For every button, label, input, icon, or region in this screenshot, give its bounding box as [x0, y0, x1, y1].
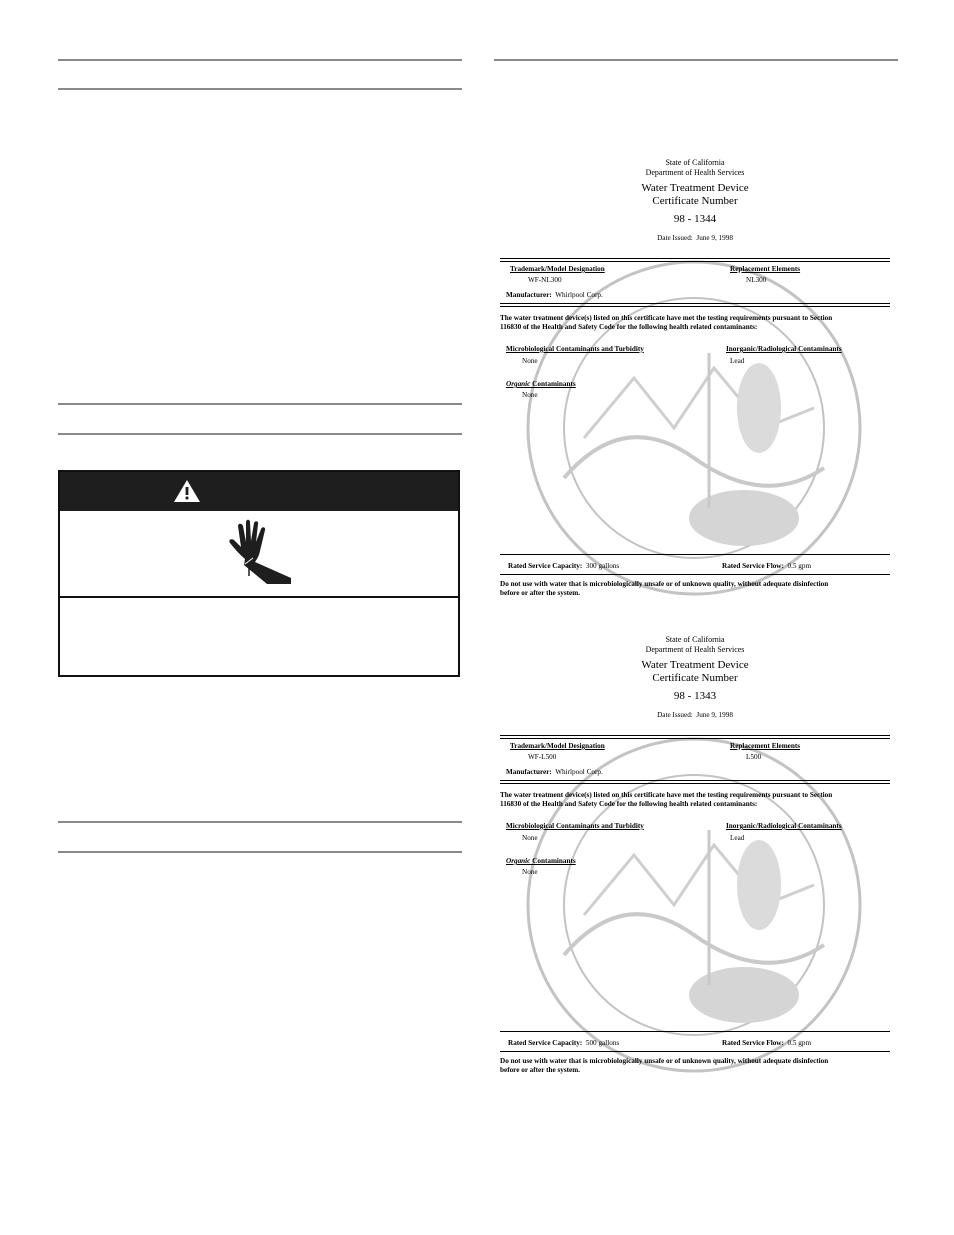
date-value: June 9, 1998: [696, 711, 733, 719]
statement-1: The water treatment device(s) listed on this certificate have met the testing requirements pursuant to Section: [500, 791, 833, 799]
disclaimer-1: Do not use with water that is microbiologically unsafe or of unknown quality, without adequate disinfection: [500, 1057, 829, 1065]
cert-rule: [500, 574, 890, 575]
flow-label: Rated Service Flow:: [722, 562, 784, 570]
organic-value: None: [522, 391, 538, 399]
replacement-value: L500: [746, 753, 762, 761]
cert-date-line: [500, 711, 890, 720]
organic-label-italic: Organic: [506, 380, 531, 388]
replacement-label: Replacement Elements: [730, 742, 801, 750]
cert-number-label: Certificate Number: [652, 195, 738, 207]
manufacturer-value: Whirlpool Corp.: [555, 768, 603, 776]
trademark-label: Trademark/Model Designation: [510, 265, 605, 273]
cert-number-label: Certificate Number: [652, 672, 738, 684]
statement-2: 116830 of the Health and Safety Code for the following health related contaminants:: [500, 800, 758, 808]
capacity-label: Rated Service Capacity:: [508, 562, 583, 570]
flow-line: [722, 1039, 811, 1048]
micro-value: None: [522, 357, 538, 365]
cert-state: State of California: [665, 635, 725, 644]
date-label: Date Issued:: [657, 234, 693, 242]
organic-label-rest: Contaminants: [530, 857, 576, 865]
organic-label-rest: Contaminants: [530, 380, 576, 388]
manufacturer-label: Manufacturer:: [506, 291, 552, 299]
inorganic-label: Inorganic/Radiological Contaminants: [726, 822, 842, 830]
section-rule-low-1: [58, 821, 462, 823]
california-state-seal: [524, 258, 864, 598]
certificate-1: [500, 158, 890, 604]
cert-rule: [500, 1051, 890, 1052]
section-rule-low-2: [58, 851, 462, 853]
flow-value: 0.5 gpm: [787, 1039, 812, 1047]
disclaimer-1: Do not use with water that is microbiologically unsafe or of unknown quality, without adequate disinfection: [500, 580, 829, 588]
section-rule-top-1: [58, 59, 462, 61]
cert-number: 98 - 1343: [673, 690, 717, 702]
inorganic-label: Inorganic/Radiological Contaminants: [726, 345, 842, 353]
date-value: June 9, 1998: [696, 234, 733, 242]
warning-box: [58, 470, 460, 677]
replacement-label: Replacement Elements: [730, 265, 801, 273]
cert-rule: [500, 303, 890, 307]
organic-label: [506, 380, 576, 389]
cert-date-line: [500, 234, 890, 243]
flow-value: 0.5 gpm: [787, 562, 812, 570]
cert-department: Department of Health Services: [645, 168, 745, 177]
manufacturer-label: Manufacturer:: [506, 768, 552, 776]
capacity-line: [508, 1039, 619, 1048]
cert-device: Water Treatment Device: [641, 182, 749, 194]
date-label: Date Issued:: [657, 711, 693, 719]
cert-department: Department of Health Services: [645, 645, 745, 654]
statement-2: 116830 of the Health and Safety Code for the following health related contaminants:: [500, 323, 758, 331]
manufacturer-line: [506, 291, 603, 300]
disclaimer-2: before or after the system.: [500, 589, 581, 597]
micro-label: Microbiological Contaminants and Turbidity: [506, 345, 644, 353]
organic-label: [506, 857, 576, 866]
warning-header: [60, 472, 458, 511]
organic-label-italic: Organic: [506, 857, 531, 865]
warning-triangle-icon: [173, 479, 201, 503]
capacity-value: 300 gallons: [585, 562, 620, 570]
manufacturer-line: [506, 768, 603, 777]
replacement-value: NL300: [746, 276, 767, 284]
micro-value: None: [522, 834, 538, 842]
cert-rule: [500, 554, 890, 555]
inorganic-value: Lead: [730, 357, 745, 365]
cert-number: 98 - 1344: [673, 213, 717, 225]
section-rule-mid-1: [58, 403, 462, 405]
capacity-value: 500 gallons: [585, 1039, 620, 1047]
certificate-2: [500, 635, 890, 1081]
manufacturer-value: Whirlpool Corp.: [555, 291, 603, 299]
cert-state: State of California: [665, 158, 725, 167]
model-value: WF-L500: [528, 753, 557, 761]
flow-line: [722, 562, 811, 571]
section-rule-mid-2: [58, 433, 462, 435]
california-state-seal: [524, 735, 864, 1075]
cert-rule: [500, 1031, 890, 1032]
inorganic-value: Lead: [730, 834, 745, 842]
cut-hand-icon: [227, 518, 293, 584]
cert-rule: [500, 780, 890, 784]
disclaimer-2: before or after the system.: [500, 1066, 581, 1074]
trademark-label: Trademark/Model Designation: [510, 742, 605, 750]
capacity-label: Rated Service Capacity:: [508, 1039, 583, 1047]
model-value: WF-NL300: [528, 276, 562, 284]
right-column-rule: [494, 59, 898, 61]
flow-label: Rated Service Flow:: [722, 1039, 784, 1047]
organic-value: None: [522, 868, 538, 876]
capacity-line: [508, 562, 619, 571]
micro-label: Microbiological Contaminants and Turbidity: [506, 822, 644, 830]
cert-rule: [500, 735, 890, 739]
cert-rule: [500, 258, 890, 262]
section-rule-top-2: [58, 88, 462, 90]
cert-device: Water Treatment Device: [641, 659, 749, 671]
statement-1: The water treatment device(s) listed on this certificate have met the testing requirements pursuant to Section: [500, 314, 833, 322]
warning-divider: [60, 596, 458, 598]
